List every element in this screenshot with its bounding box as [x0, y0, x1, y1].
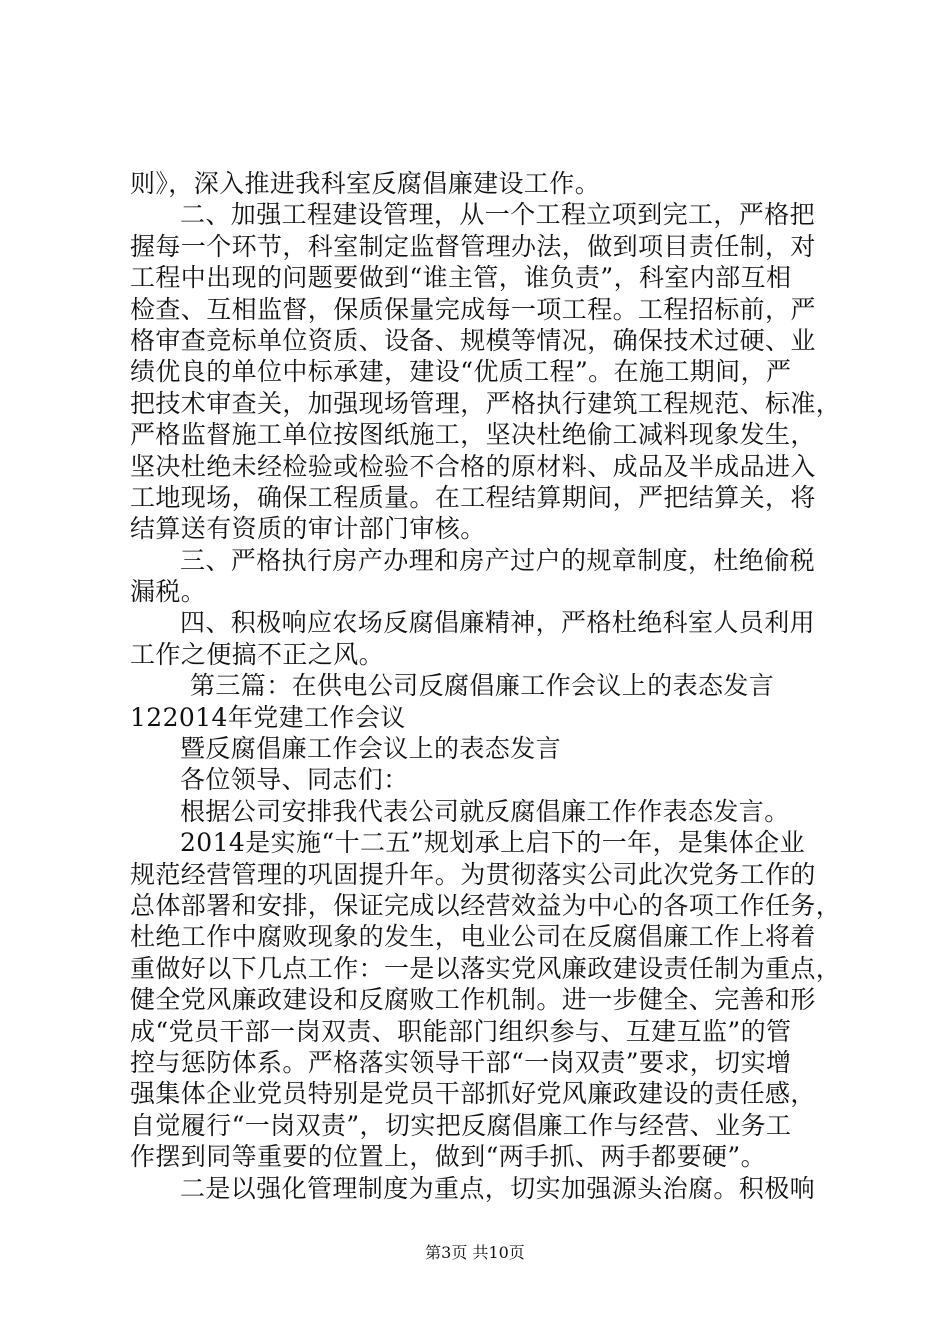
- text-line: 122014年党建工作会议: [130, 702, 406, 732]
- text-line: 暨反腐倡廉工作会议上的表态发言: [180, 734, 562, 764]
- text-line: 坚决杜绝未经检验或检验不合格的原材料、成品及半成品进入: [130, 451, 816, 481]
- text-line: 则》，深入推进我科室反腐倡廉建设工作。: [130, 169, 601, 198]
- text-line: 工地现场，确保工程质量。在工程结算期间，严把结算关，将: [130, 482, 816, 512]
- text-line: 三、严格执行房产办理和房产过户的规章制度，杜绝偷税: [180, 545, 816, 575]
- text-line: 握每一个环节，科室制定监督管理办法，做到项目责任制，对: [130, 231, 816, 261]
- text-line: 工程中出现的问题要做到“谁主管，谁负责”，科室内部互相: [130, 263, 792, 293]
- page-number-footer: 第3页 共10页: [425, 1243, 525, 1262]
- text-line: 作摆到同等重要的位置上，做到“两手抓、两手都要硬”。: [130, 1142, 766, 1172]
- text-line: 工作之便搞不正之风。: [130, 639, 385, 669]
- text-line: 规范经营管理的巩固提升年。为贯彻落实公司此次党务工作的: [130, 859, 816, 889]
- text-line: 绩优良的单位中标承建，建设“优质工程”。在施工期间，严: [130, 357, 792, 387]
- text-line: 强集体企业党员特别是党员干部抓好党风廉政建设的责任感，: [130, 1079, 816, 1109]
- text-line: 控与惩防体系。严格落实领导干部“一岗双责”要求，切实增: [130, 1047, 792, 1077]
- text-line: 重做好以下几点工作：一是以落实党风廉政建设责任制为重点，: [130, 953, 842, 983]
- text-line: 成“党员干部一岗双责、职能部门组织参与、互建互监”的管: [130, 1016, 792, 1046]
- text-line: 健全党风廉政建设和反腐败工作机制。进一步健全、完善和形: [130, 985, 816, 1015]
- text-line: 四、积极响应农场反腐倡廉精神，严格杜绝科室人员利用: [180, 608, 816, 638]
- text-line: 各位领导、同志们：: [180, 765, 409, 795]
- section-heading: 第三篇：在供电公司反腐倡廉工作会议上的表态发言: [190, 671, 775, 701]
- text-line: 严格监督施工单位按图纸施工，坚决杜绝偷工减料现象发生，: [130, 420, 816, 450]
- text-line: 总体部署和安排，保证完成以经营效益为中心的各项工作任务，: [130, 890, 842, 920]
- text-line: 根据公司安排我代表公司就反腐倡廉工作作表态发言。: [180, 796, 790, 826]
- text-line: 检查、互相监督，保质保量完成每一项工程。工程招标前，严: [130, 294, 816, 324]
- text-line: 杜绝工作中腐败现象的发生，电业公司在反腐倡廉工作上将着: [130, 922, 816, 952]
- document-body: [130, 168, 842, 1204]
- text-line: 把技术审查关，加强现场管理，严格执行建筑工程规范、标准，: [130, 388, 842, 418]
- text-line: 格审查竞标单位资质、设备、规模等情况，确保技术过硬、业: [130, 325, 816, 355]
- text-line: 二、加强工程建设管理，从一个工程立项到完工，严格把: [180, 200, 816, 230]
- text-line: 漏税。: [130, 577, 207, 607]
- text-line: 结算送有资质的审计部门审核。: [130, 514, 486, 544]
- text-line: 二是以强化管理制度为重点，切实加强源头治腐。积极响: [180, 1173, 816, 1203]
- text-line: 自觉履行“一岗双责”，切实把反腐倡廉工作与经营、业务工: [130, 1110, 792, 1140]
- text-line: 2014是实施“十二五”规划承上启下的一年，是集体企业: [180, 828, 805, 858]
